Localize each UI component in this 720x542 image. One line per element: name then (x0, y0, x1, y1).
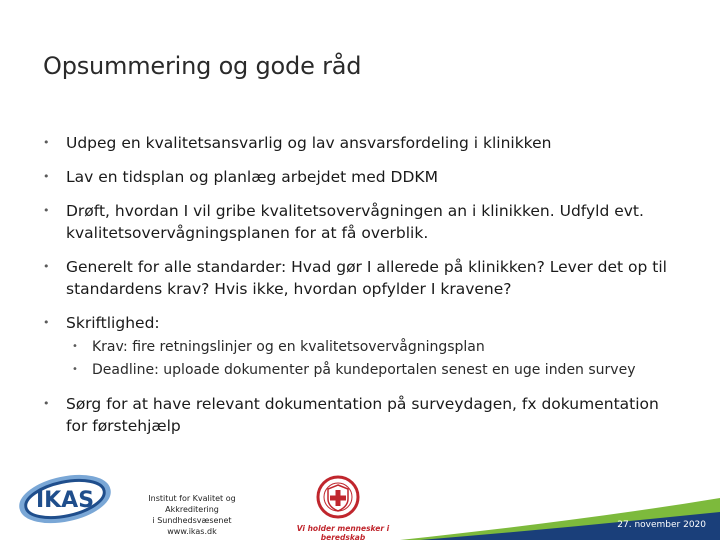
ikas-logo (15, 469, 115, 529)
bullet-text: Generelt for alle standarder: Hvad gør I allerede på klinikken? Lever det op til standardens krav? Hvis ikke, hvordan opfylder I kravene? (66, 258, 667, 298)
bullet-dot-icon: • (72, 364, 78, 375)
footer-date: 27. november 2020 (617, 520, 706, 530)
bullet-dot-icon: • (43, 397, 50, 410)
red-cross-seal-icon (316, 475, 360, 519)
bullet-item (43, 132, 683, 154)
bullet-text: Skriftlighed: (66, 314, 160, 332)
tagline: Vi holder mennesker i beredskab (296, 524, 390, 542)
bullet-item (43, 256, 683, 300)
bullet-dot-icon: • (43, 260, 50, 273)
bullet-text: Sørg for at have relevant dokumentation på surveydagen, fx dokumentation for førstehjælp (66, 395, 659, 435)
sub-bullet-text: Krav: fire retningslinjer og en kvalitetsovervågningsplan (92, 339, 485, 355)
institute-name: Institut for Kvalitet og Akkreditering (148, 494, 236, 514)
sub-bullet-item (72, 359, 692, 381)
bullet-dot-icon: • (43, 170, 50, 183)
bullet-dot-icon: • (72, 341, 78, 352)
bullet-dot-icon: • (43, 136, 50, 149)
institute-url: www.ikas.dk (167, 527, 217, 536)
ikas-logo-text: IKAS (35, 488, 95, 513)
footer-band (400, 478, 720, 540)
bullet-text: Drøft, hvordan I vil gribe kvalitetsovervågningen an i klinikken. Udfyld evt. kvalitetsovervågningsplanen for at få overblik. (66, 202, 644, 242)
bullet-text: Udpeg en kvalitetsansvarlig og lav ansvarsfordeling i klinikken (66, 134, 552, 152)
bullet-item (43, 312, 683, 334)
institute-info (122, 493, 262, 537)
slide-title: Opsummering og gode råd (43, 52, 362, 80)
bullet-item (43, 393, 683, 437)
bullet-item (43, 200, 683, 244)
sub-bullet-item (72, 336, 692, 358)
bullet-dot-icon: • (43, 204, 50, 217)
bullet-text: Lav en tidsplan og planlæg arbejdet med DDKM (66, 168, 438, 186)
bullet-item (43, 166, 683, 188)
sub-bullet-text: Deadline: uploade dokumenter på kundeportalen senest en uge inden survey (92, 362, 636, 378)
institute-subtitle: i Sundhedsvæsenet (152, 516, 232, 525)
bullet-dot-icon: • (43, 316, 50, 329)
